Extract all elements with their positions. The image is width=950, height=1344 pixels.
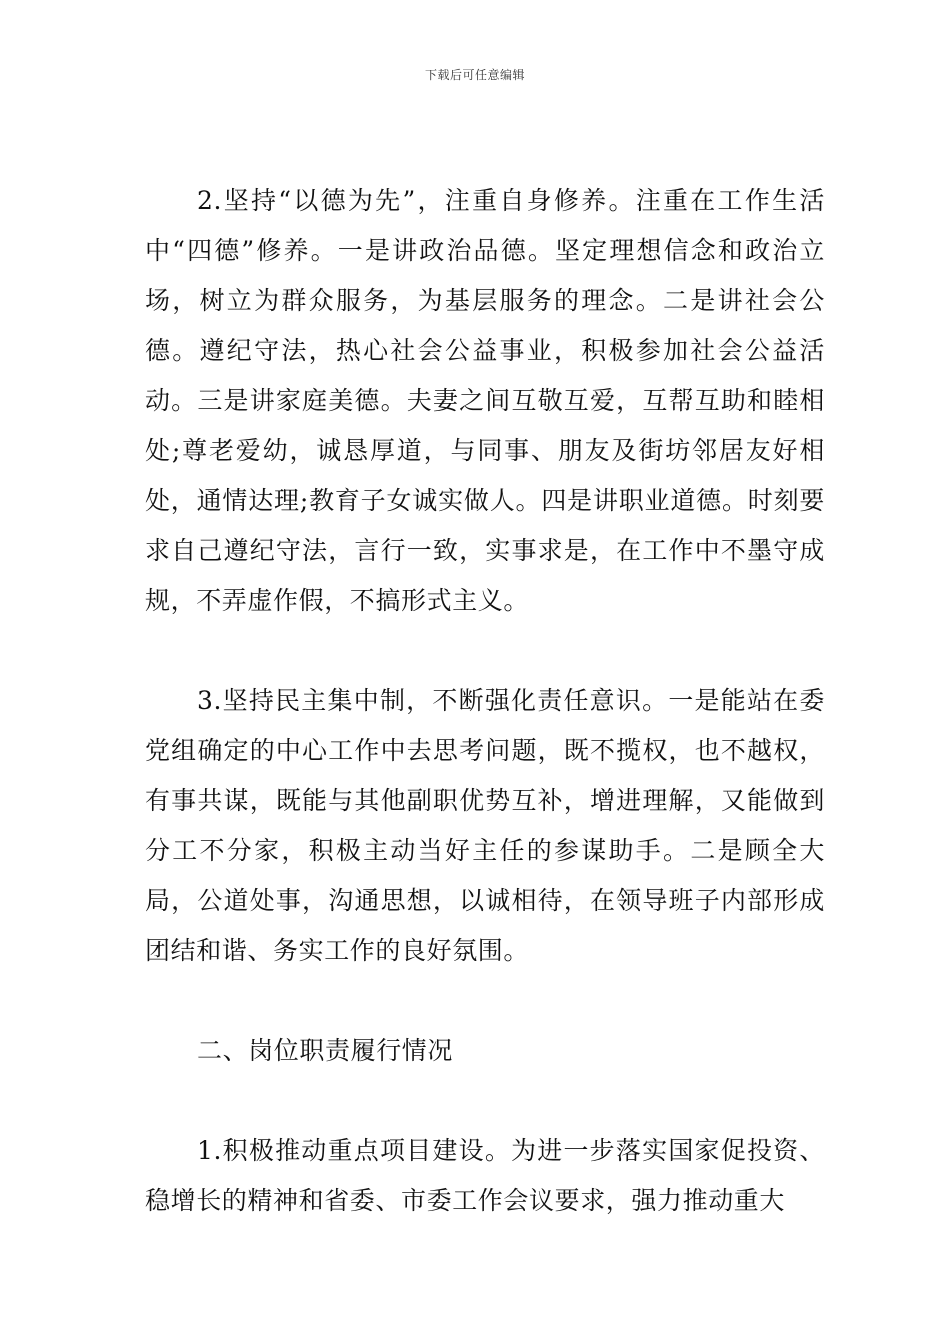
paragraph-moral-cultivation: 2.坚持“以德为先”，注重自身修养。注重在工作生活中“四德”修养。一是讲政治品德。坚定理想信念和政治立场，树立为群众服务，为基层服务的理念。二是讲社会公德。遵纪守法，热心社会公益事业，积极参加社会公益活动。三是讲家庭美德。夫妻之间互敬互爱，互帮互助和睦相处;尊老爱幼，诚恳厚道，与同事、朋友及街坊邻居友好相处，通情达理;教育子女诚实做人。四是讲职业道德。时刻要求自己遵纪守法，言行一致，实事求是，在工作中不墨守成规，不弄虚作假，不搞形式主义。 [145,186,825,615]
section-heading: 二、岗位职责履行情况 [197,1036,454,1065]
page-header-note: 下载后可任意编辑 [424,68,525,82]
paragraph-democratic-centralism: 3.坚持民主集中制，不断强化责任意识。一是能站在委党组确定的中心工作中去思考问题，既不揽权，也不越权，有事共谋，既能与其他副职优势互补，增进理解，又能做到分工不分家，积极主动当好主任的参谋助手。二是顾全大局，公道处事，沟通思想，以诚相待，在领导班子内部形成团结和谐、务实工作的良好氛围。 [145,686,825,965]
paragraph-key-projects: 1.积极推动重点项目建设。为进一步落实国家促投资、稳增长的精神和省委、市委工作会议要求，强力推动重大 [145,1136,825,1215]
document-body [145,176,825,1276]
